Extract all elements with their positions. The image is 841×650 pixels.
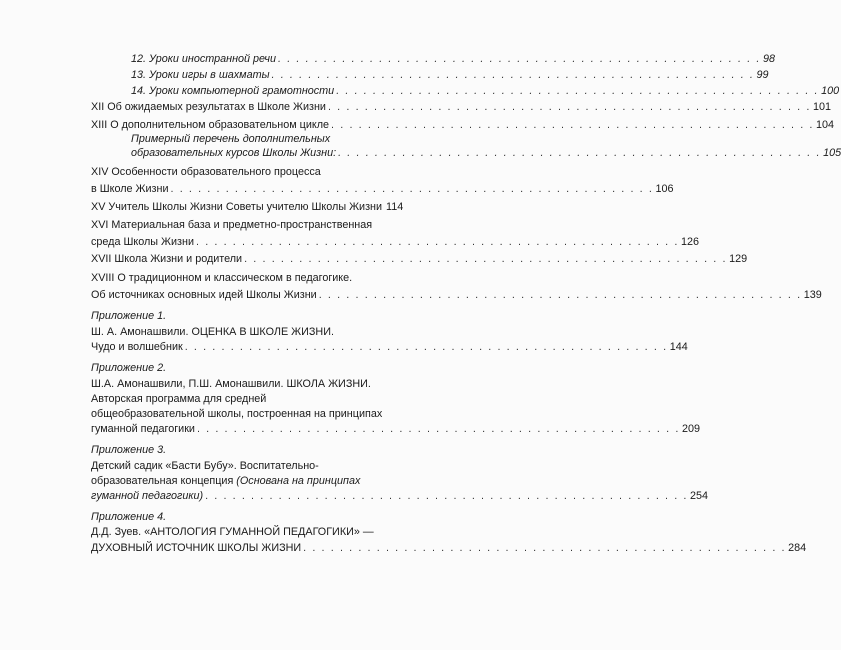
- toc-entry-label: среда Школы Жизни: [91, 236, 194, 248]
- leader-dots: . . . . . . . . . . . . . . . . . . . . . . . . . . . . . . . . . . . . . . . . . . . . . . . . . . . . .: [318, 289, 802, 301]
- appendix-3-entry: [91, 489, 709, 503]
- leader-dots: . . . . . . . . . . . . . . . . . . . . . . . . . . . . . . . . . . . . . . . . . . . . . . . . . . . . .: [170, 183, 654, 195]
- appendix-2-heading: Приложение 2.: [91, 362, 167, 374]
- toc-page-number: 106: [655, 183, 674, 195]
- toc-page-number: 126: [680, 236, 699, 248]
- toc-page-number: 114: [386, 201, 404, 213]
- appendix-2-line3: общеобразовательной школы, построенная на принципах: [91, 408, 383, 420]
- leader-dots: . . . . . . . . . . . . . . . . . . . . . . . . . . . . . . . . . . . . . . . . . . . . . . . . . . . . .: [196, 236, 679, 248]
- leader-dots: . . . . . . . . . . . . . . . . . . . . . . . . . . . . . . . . . . . . . . . . . . . . . . . . . . . . .: [184, 341, 668, 353]
- toc-page-number: 100: [821, 85, 840, 97]
- toc-entry-label: гуманной педагогики): [91, 490, 204, 502]
- toc-entry-label: 12. Уроки иностранной речи: [131, 53, 277, 65]
- toc-entry-xiii-sub-line1: Примерный перечень дополнительных: [131, 133, 331, 145]
- leader-dots: . . . . . . . . . . . . . . . . . . . . . . . . . . . . . . . . . . . . . . . . . . . . . . . . . . . . .: [244, 253, 728, 265]
- toc-page-number: 105: [823, 147, 841, 159]
- toc-page-number: 99: [756, 69, 769, 81]
- toc-entry-12: [131, 52, 776, 66]
- leader-dots: . . . . . . . . . . . . . . . . . . . . . . . . . . . . . . . . . . . . . . . . . . . . . . . . . . . . .: [196, 423, 680, 435]
- appendix-4-entry: [91, 541, 807, 555]
- appendix-3-line2-italic: (Основана на принципах: [236, 475, 361, 487]
- toc-entry-label: XII Об ожидаемых результатах в Школе Жизни: [91, 101, 326, 113]
- toc-entry-label: гуманной педагогики: [91, 423, 195, 435]
- appendix-4-heading: Приложение 4.: [91, 511, 167, 523]
- toc-entry-label: ДУХОВНЫЙ ИСТОЧНИК ШКОЛЫ ЖИЗНИ: [91, 542, 302, 554]
- toc-page-number: 144: [669, 341, 688, 353]
- toc-entry-label: образовательных курсов Школы Жизни:: [131, 147, 337, 159]
- leader-dots: . . . . . . . . . . . . . . . . . . . . . . . . . . . . . . . . . . . . . . . . . . . . . . . . . . . . .: [205, 490, 689, 502]
- toc-entry-label: XIII О дополнительном образовательном цикле: [91, 119, 330, 131]
- appendix-4-line1: Д.Д. Зуев. «АНТОЛОГИЯ ГУМАННОЙ ПЕДАГОГИКИ» —: [91, 526, 374, 538]
- leader-dots: . . . . . . . . . . . . . . . . . . . . . . . . . . . . . . . . . . . . . . . . . . . . . . . . . . . . .: [331, 119, 815, 131]
- leader-dots: . . . . . . . . . . . . . . . . . . . . . . . . . . . . . . . . . . . . . . . . . . . . . . . . . . . . .: [278, 53, 762, 65]
- leader-dots: . . . . . . . . . . . . . . . . . . . . . . . . . . . . . . . . . . . . . . . . . . . . . . . . . . . . .: [338, 147, 822, 159]
- toc-entry-xiii: [91, 118, 835, 132]
- toc-page-number: 98: [763, 53, 776, 65]
- toc-entry-14: [131, 84, 840, 98]
- leader-dots: . . . . . . . . . . . . . . . . . . . . . . . . . . . . . . . . . . . . . . . . . . . . . . . . . . . . .: [303, 542, 787, 554]
- toc-entry-label: 13. Уроки игры в шахматы: [131, 69, 270, 81]
- appendix-2-entry: [91, 422, 700, 436]
- toc-entry-xvi-line1: XVI Материальная база и предметно-пространственная: [91, 219, 373, 231]
- toc-entry-label: Об источниках основных идей Школы Жизни: [91, 289, 317, 301]
- toc-entry-xiv-line1: XIV Особенности образовательного процесса: [91, 166, 321, 178]
- toc-page-number: 254: [690, 490, 709, 502]
- appendix-1-heading: Приложение 1.: [91, 310, 167, 322]
- toc-page-number: 129: [729, 253, 748, 265]
- appendix-3-line2: [91, 474, 360, 488]
- toc-entry-label: Чудо и волшебник: [91, 341, 183, 353]
- toc-entry-xviii: [91, 288, 822, 302]
- toc-entry-xiv: [91, 182, 674, 196]
- toc-entry-13: [131, 68, 769, 82]
- appendix-2-line1: Ш.А. Амонашвили, П.Ш. Амонашвили. ШКОЛА ЖИЗНИ.: [91, 378, 371, 390]
- toc-page-number: 209: [681, 423, 700, 435]
- toc-page-number: 284: [788, 542, 807, 554]
- toc-entry-label: XVII Школа Жизни и родители: [91, 253, 243, 265]
- toc-entry-xiii-sub: [131, 146, 841, 160]
- toc-entry-xvi: [91, 235, 699, 249]
- toc-page-number: 139: [803, 289, 822, 301]
- appendix-3-line2-text: образовательная концепция: [91, 475, 237, 487]
- leader-dots: . . . . . . . . . . . . . . . . . . . . . . . . . . . . . . . . . . . . . . . . . . . . . . . . . . . . .: [336, 85, 820, 97]
- toc-entry-xv: [91, 200, 404, 214]
- toc-entry-xviii-line1: XVIII О традиционном и классическом в педагогике.: [91, 272, 353, 284]
- toc-entry-xii: [91, 100, 831, 114]
- leader-dots: . . . . . . . . . . . . . . . . . . . . . . . . . . . . . . . . . . . . . . . . . . . . . . . . . . . . .: [327, 101, 811, 113]
- appendix-1-line1: Ш. А. Амонашвили. ОЦЕНКА В ШКОЛЕ ЖИЗНИ.: [91, 326, 334, 338]
- toc-entry-label: 14. Уроки компьютерной грамотности: [131, 85, 335, 97]
- toc-entry-label: XV Учитель Школы Жизни Советы учителю Школы Жизни: [91, 201, 383, 213]
- toc-entry-label: в Школе Жизни: [91, 183, 169, 195]
- appendix-3-line1: Детский садик «Басти Бубу». Воспитательно-: [91, 460, 319, 472]
- toc-entry-xvii: [91, 252, 748, 266]
- toc-page-number: 101: [812, 101, 831, 113]
- appendix-2-line2: Авторская программа для средней: [91, 393, 267, 405]
- appendix-3-heading: Приложение 3.: [91, 444, 167, 456]
- appendix-1-entry: [91, 340, 688, 354]
- toc-page-number: 104: [816, 119, 835, 131]
- leader-dots: . . . . . . . . . . . . . . . . . . . . . . . . . . . . . . . . . . . . . . . . . . . . . . . . . . . . .: [271, 69, 755, 81]
